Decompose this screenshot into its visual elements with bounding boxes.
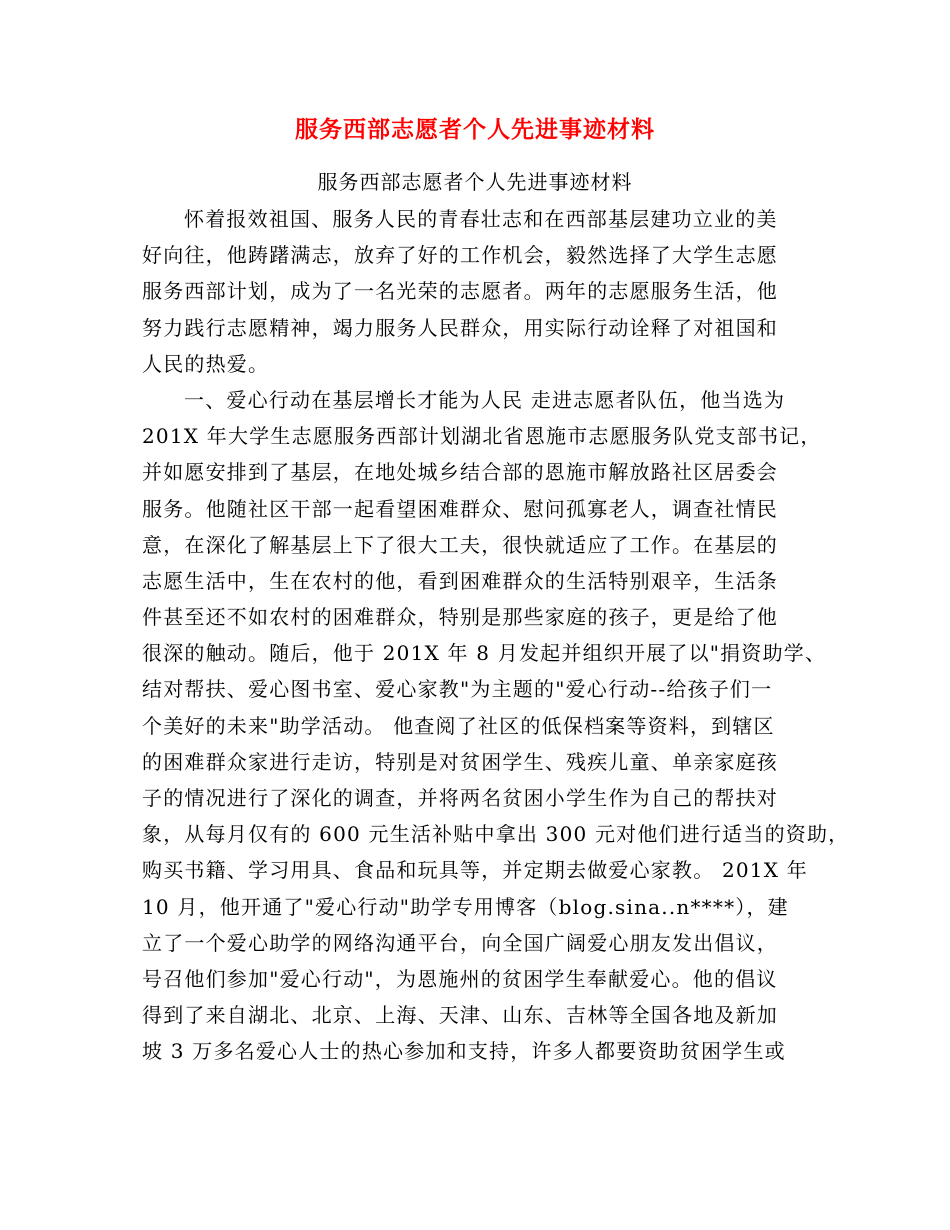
- text-line: 购买书籍、学习用具、食品和玩具等，并定期去做爱心家教。 201X 年: [142, 858, 808, 883]
- text-line: 人民的热爱。: [142, 351, 270, 376]
- text-line: 的困难群众家进行走访，特别是对贫困学生、残疾儿童、单亲家庭孩: [142, 749, 778, 774]
- text-line: 志愿生活中，生在农村的他，看到困难群众的生活特别艰辛，生活条: [142, 568, 778, 593]
- text-line: 坡 3 万多名爱心人士的热心参加和支持，许多人都要资助贫困学生或: [142, 1039, 786, 1064]
- text-line: 象，从每月仅有的 600 元生活补贴中拿出 300 元对他们进行适当的资助，: [142, 822, 850, 847]
- text-line: 意，在深化了解基层上下了很大工夫，很快就适应了工作。在基层的: [142, 532, 778, 557]
- text-line: 立了一个爱心助学的网络沟通平台，向全国广阔爱心朋友发出倡议，: [142, 930, 778, 955]
- text-line: 服务。他随社区干部一起看望困难群众、慰问孤寡老人，调查社情民: [142, 496, 778, 521]
- text-line: 子的情况进行了深化的调查，并将两名贫困小学生作为自己的帮扶对: [142, 786, 778, 810]
- text-line: 很深的触动。随后，他于 201X 年 8 月发起并组织开展了以"捐资助学、: [142, 641, 827, 666]
- text-line: 10 月，他开通了"爱心行动"助学专用博客（blog.sina..n****），建: [142, 894, 789, 919]
- document-body: [142, 201, 850, 1070]
- text-line: 201X 年大学生志愿服务西部计划湖北省恩施市志愿服务队党支部书记，: [142, 424, 822, 449]
- text-line: 一、爱心行动在基层增长才能为人民 走进志愿者队伍，他当选为: [184, 387, 786, 412]
- text-line: 个美好的未来"助学活动。 他查阅了社区的低保档案等资料，到辖区: [142, 713, 775, 738]
- text-line: 怀着报效祖国、服务人民的青春壮志和在西部基层建功立业的美: [184, 207, 778, 231]
- text-line: 好向往，他踌躇满志，放弃了好的工作机会，毅然选择了大学生志愿: [142, 243, 778, 268]
- text-line: 服务西部计划，成为了一名光荣的志愿者。两年的志愿服务生活，他: [142, 279, 778, 304]
- document-title: 服务西部志愿者个人先进事迹材料: [295, 116, 655, 143]
- document-subtitle: 服务西部志愿者个人先进事迹材料: [317, 170, 633, 194]
- text-line: 并如愿安排到了基层，在地处城乡结合部的恩施市解放路社区居委会: [142, 460, 778, 485]
- text-line: 得到了来自湖北、北京、上海、天津、山东、吉林等全国各地及新加: [142, 1003, 778, 1028]
- text-line: 号召他们参加"爱心行动"，为恩施州的贫困学生奉献爱心。他的倡议: [142, 966, 778, 991]
- text-line: 结对帮扶、爱心图书室、爱心家教"为主题的"爱心行动--给孩子们一: [142, 677, 773, 702]
- text-line: 努力践行志愿精神，竭力服务人民群众，用实际行动诠释了对祖国和: [142, 315, 778, 340]
- text-line: 件甚至还不如农村的困难群众，特别是那些家庭的孩子，更是给了他: [142, 605, 778, 630]
